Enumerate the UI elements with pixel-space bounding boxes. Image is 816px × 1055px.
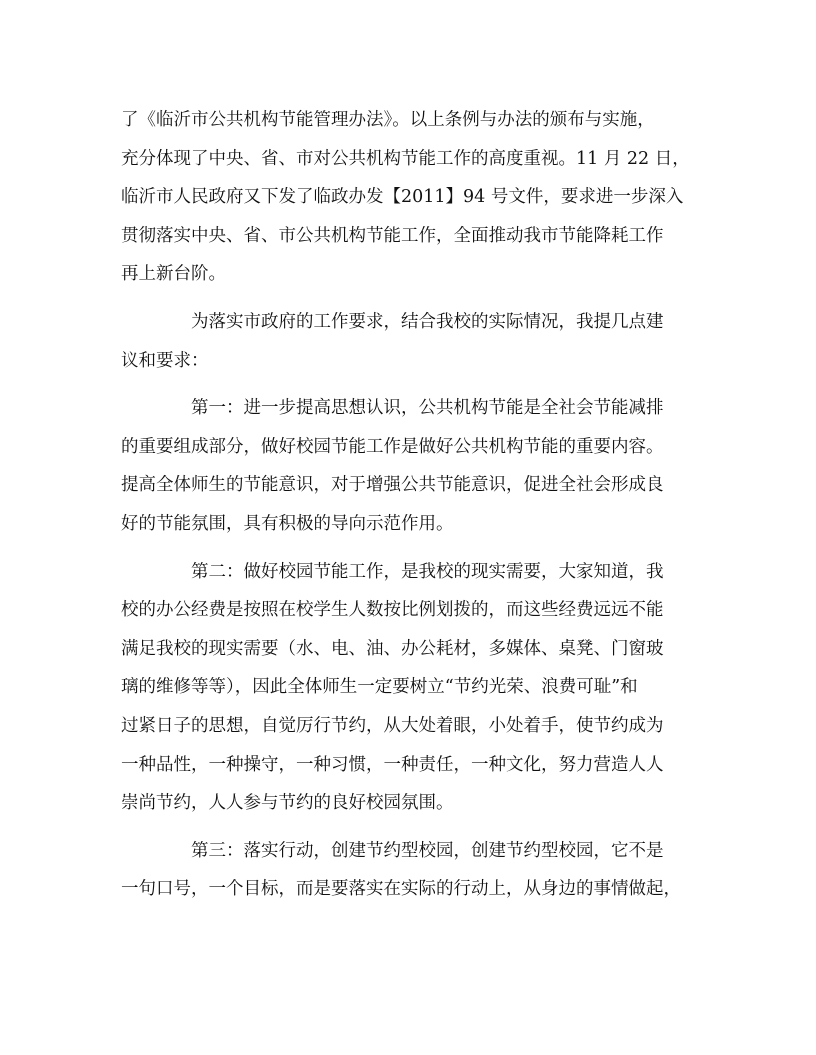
text-line: 过紧日子的思想，自觉厉行节约，从大处着眼，小处着手，使节约成为 <box>121 715 664 736</box>
text-line: 崇尚节约，人人参与节约的良好校园氛围。 <box>121 793 454 814</box>
text-line: 临沂市人民政府又下发了临政办发【2011】94 号文件，要求进一步深入 <box>121 187 684 208</box>
paragraph <box>121 389 696 543</box>
text-line: 第三：落实行动，创建节约型校园，创建节约型校园，它不是 <box>191 840 664 861</box>
text-line: 满足我校的现实需要（水、电、油、办公耗材，多媒体、桌凳、门窗玻 <box>121 638 664 659</box>
text-line: 为落实市政府的工作要求，结合我校的实际情况，我提几点建 <box>191 311 664 332</box>
text-line: 了《临沂市公共机构节能管理办法》。以上条例与办法的颁布与实施， <box>121 110 655 130</box>
text-line: 一句口号，一个目标，而是要落实在实际的行动上，从身边的事情做起， <box>121 879 681 900</box>
text-line: 的重要组成部分，做好校园节能工作是做好公共机构节能的重要内容。 <box>121 436 664 457</box>
document-body <box>121 101 696 909</box>
text-line: 一种品性，一种操守，一种习惯，一种责任，一种文化，努力营造人人 <box>121 754 664 775</box>
paragraph <box>121 553 696 823</box>
text-line: 第二：做好校园节能工作，是我校的现实需要，大家知道，我 <box>191 561 664 582</box>
paragraph <box>121 832 696 909</box>
text-line: 再上新台阶。 <box>121 264 226 285</box>
paragraph <box>121 303 696 380</box>
paragraph <box>121 101 696 294</box>
text-line: 第一：进一步提高思想认识，公共机构节能是全社会节能减排 <box>191 398 664 419</box>
text-line: 好的节能氛围，具有积极的导向示范作用。 <box>121 513 454 534</box>
text-line: 充分体现了中央、省、市对公共机构节能工作的高度重视。11 月 22 日， <box>121 148 690 169</box>
text-line: 贯彻落实中央、省、市公共机构节能工作，全面推动我市节能降耗工作 <box>121 225 664 246</box>
text-line: 璃的维修等等），因此全体师生一定要树立“节约光荣、浪费可耻”和 <box>121 677 638 698</box>
text-line: 议和要求： <box>121 350 209 371</box>
text-line: 校的办公经费是按照在校学生人数按比例划拨的，而这些经费远远不能 <box>121 600 664 621</box>
text-line: 提高全体师生的节能意识，对于增强公共节能意识，促进全社会形成良 <box>121 475 664 496</box>
